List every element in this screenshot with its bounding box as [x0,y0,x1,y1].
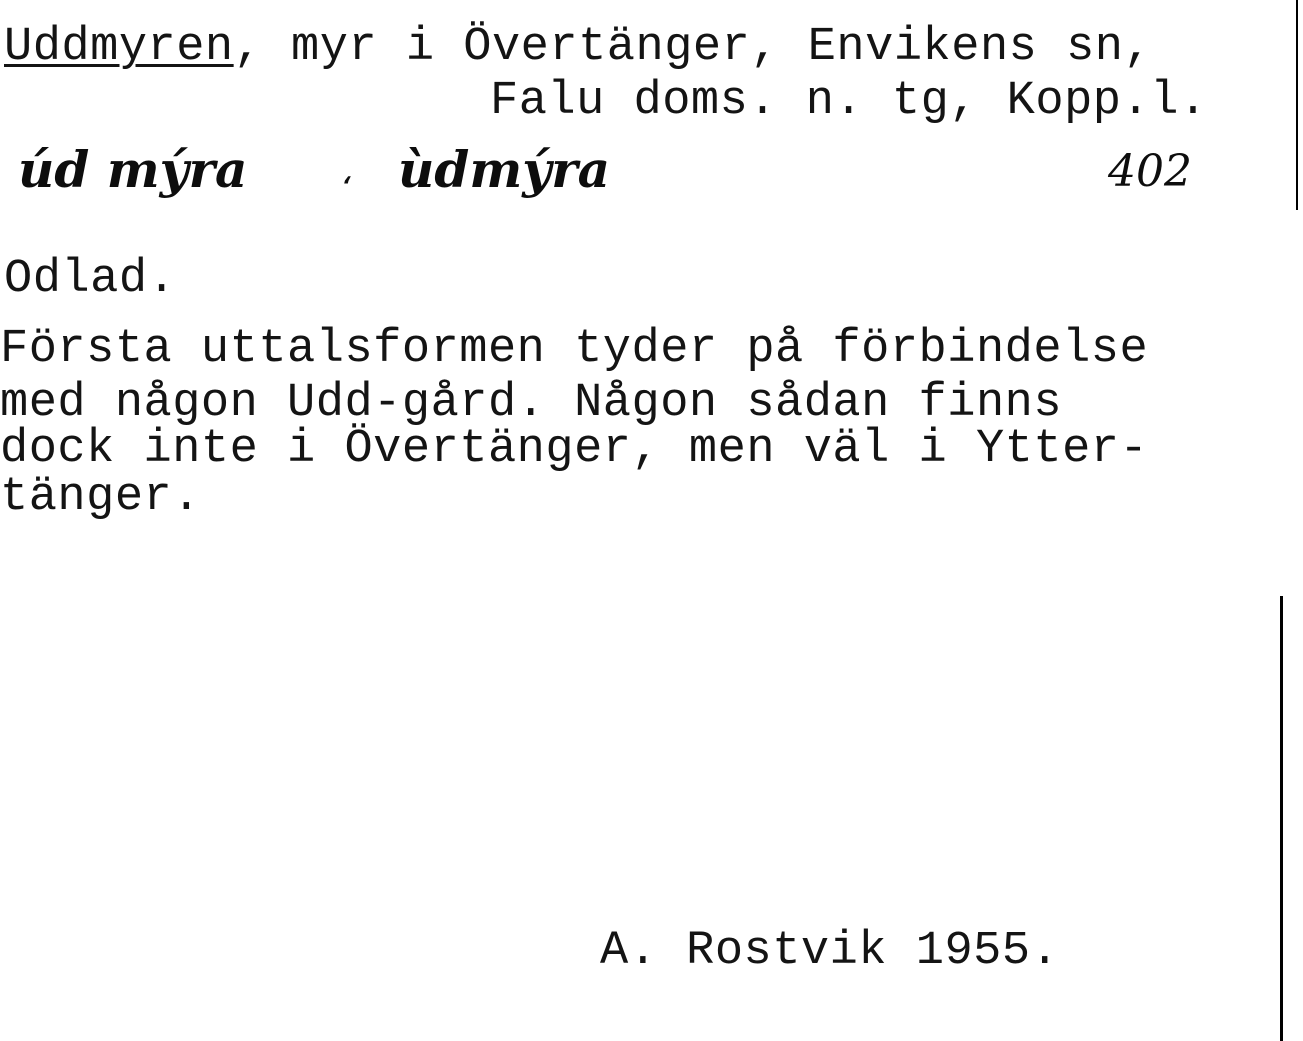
pronunciation-form-1: úd mýra [18,140,248,199]
card-header-line-1 [4,22,1152,74]
card-header-line-2: Falu doms. n. tg, Kopp.l. [490,75,1208,128]
body-line-4: tänger. [0,471,201,524]
pronunciation-form-2: ùdmýra [398,140,611,199]
header-location: , myr i Övertänger, Envikens sn, [233,21,1153,74]
pronunciation-separator: ، [342,160,351,190]
right-edge-upper [1296,0,1298,210]
card-number: 402 [1108,146,1192,197]
note-line: Odlad. [4,253,177,306]
body-line-3: dock inte i Övertänger, men väl i Ytter- [0,423,1149,476]
body-line-2: med någon Udd-gård. Någon sådan finns [0,377,1063,430]
right-edge-lower [1280,596,1283,1041]
body-line-1: Första uttalsformen tyder på förbindelse [0,323,1149,376]
signature: A. Rostvik 1955. [600,925,1060,978]
headword: Uddmyren [4,21,234,74]
